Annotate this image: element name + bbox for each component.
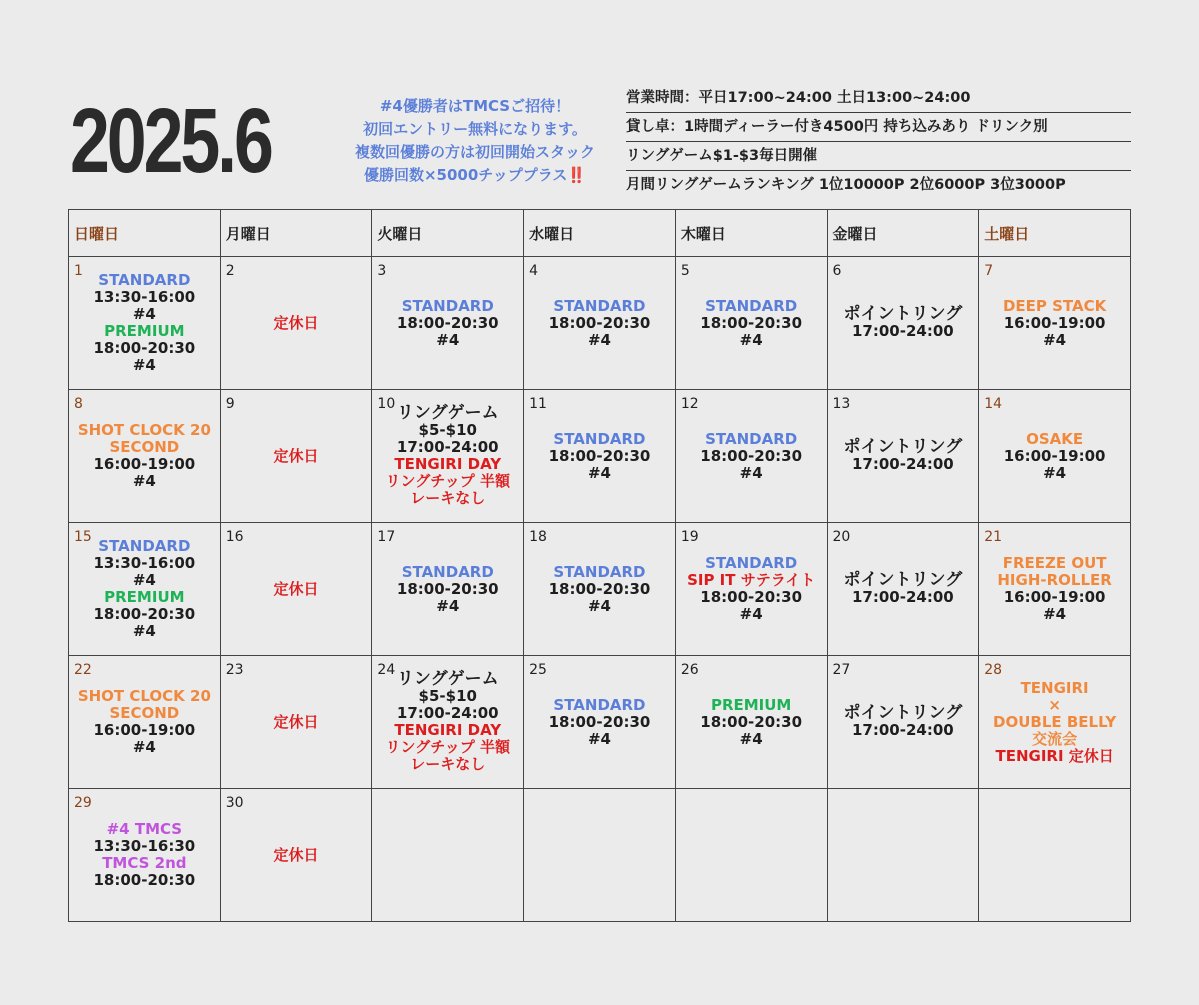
day-number: 6 <box>832 263 842 279</box>
store-info <box>626 84 1131 199</box>
calendar-week-row <box>69 390 1131 523</box>
event-line: OSAKE <box>1026 429 1084 448</box>
day-cell <box>372 257 524 390</box>
notice-line: 初回エントリー無料になります。 <box>363 120 587 138</box>
day-cell <box>220 257 372 390</box>
event-line: #4 <box>1043 330 1067 349</box>
event-line: #4 <box>132 738 156 756</box>
event-line: 16:00-19:00 <box>93 721 196 739</box>
day-number: 14 <box>984 396 1003 412</box>
event-line: ポイントリング <box>843 703 963 723</box>
event-line: FREEZE OUT <box>1002 554 1107 572</box>
event-line: #4 <box>436 330 460 349</box>
event-line: リングチップ 半額 <box>385 472 510 490</box>
day-cell <box>979 656 1131 789</box>
day-number: 28 <box>984 662 1003 678</box>
event-line: $5-$10 <box>418 687 477 705</box>
day-number: 16 <box>225 529 244 545</box>
event-line: STANDARD <box>553 296 646 315</box>
event-line: PREMIUM <box>104 588 185 606</box>
event-line: STANDARD <box>553 429 646 448</box>
event-line: #4 <box>587 729 611 748</box>
day-cell <box>69 656 221 789</box>
event-list <box>221 847 372 864</box>
event-line: TENGIRI <box>1020 678 1089 697</box>
event-line: #4 <box>587 330 611 349</box>
event-line: 18:00-20:30 <box>548 579 651 598</box>
event-line: 定休日 <box>273 579 319 598</box>
day-cell <box>675 523 827 656</box>
event-line: 18:00-20:30 <box>396 313 499 332</box>
day-number: 1 <box>74 263 83 279</box>
event-line: 17:00-24:00 <box>396 438 499 456</box>
event-line: STANDARD <box>705 429 798 448</box>
notice-bonus-text: 優勝回数×5000チッププラス <box>363 166 568 184</box>
event-list <box>221 315 372 332</box>
event-list <box>979 298 1130 349</box>
day-cell <box>827 257 979 390</box>
event-line: 18:00-20:30 <box>700 446 803 465</box>
event-line: SIP IT サテライト <box>687 571 816 589</box>
event-line: SHOT CLOCK 20 <box>77 687 211 705</box>
day-cell <box>827 390 979 523</box>
day-cell <box>675 257 827 390</box>
event-line: 18:00-20:30 <box>548 712 651 731</box>
event-line: ポイントリング <box>843 304 963 324</box>
event-line: ポイントリング <box>843 437 963 457</box>
event-line: #4 <box>739 605 763 623</box>
event-line: リングチップ 半額 <box>385 738 510 756</box>
day-number: 20 <box>832 529 851 545</box>
event-line: 定休日 <box>273 845 319 864</box>
event-list <box>69 821 220 889</box>
event-line: #4 <box>436 596 460 615</box>
day-number: 12 <box>680 396 699 412</box>
table-rental: 貸し卓：1時間ディーラー付き4500円 持ち込みあり ドリンク別 <box>626 113 1131 142</box>
day-number: 8 <box>74 396 83 412</box>
event-line: 13:30-16:00 <box>93 554 196 572</box>
day-number: 2 <box>225 263 235 279</box>
event-line: 交流会 <box>1032 729 1078 748</box>
day-cell <box>979 523 1131 656</box>
event-line: #4 <box>739 729 763 748</box>
event-line: #4 TMCS <box>106 820 183 838</box>
day-number: 18 <box>529 529 547 545</box>
event-line: × <box>1048 695 1061 714</box>
day-number: 13 <box>832 396 851 412</box>
event-list <box>676 298 827 349</box>
event-line: 18:00-20:30 <box>93 605 196 623</box>
event-line: 17:00-24:00 <box>396 704 499 722</box>
event-list <box>69 272 220 374</box>
day-cell <box>675 390 827 523</box>
event-line: TENGIRI DAY <box>394 721 502 739</box>
event-line: TMCS 2nd <box>102 854 187 872</box>
event-list <box>372 564 523 615</box>
day-cell <box>220 390 372 523</box>
event-line: 18:00-20:30 <box>396 579 499 598</box>
event-list <box>69 422 220 490</box>
day-cell <box>372 656 524 789</box>
event-line: 17:00-24:00 <box>852 455 954 473</box>
event-line: STANDARD <box>553 562 646 581</box>
event-list <box>979 431 1130 482</box>
event-line: #4 <box>587 596 611 615</box>
day-number: 30 <box>225 795 244 811</box>
event-line: 13:30-16:00 <box>93 288 196 306</box>
event-list <box>372 298 523 349</box>
event-line: #4 <box>739 330 763 349</box>
event-line: 定休日 <box>273 313 319 332</box>
event-line: #4 <box>1043 605 1067 623</box>
day-cell <box>979 390 1131 523</box>
empty-day-cell <box>675 789 827 922</box>
day-number: 7 <box>984 263 994 279</box>
day-cell <box>69 523 221 656</box>
event-line: 16:00-19:00 <box>1003 588 1106 606</box>
empty-day-cell <box>979 789 1131 922</box>
day-number: 17 <box>377 529 396 545</box>
event-line: 定休日 <box>273 446 319 465</box>
day-number: 22 <box>74 662 92 678</box>
event-list <box>524 298 675 349</box>
weekday-header-saturday: 土曜日 <box>979 210 1131 257</box>
event-line: 定休日 <box>273 712 319 731</box>
day-cell <box>220 523 372 656</box>
day-cell <box>524 257 676 390</box>
event-list <box>979 555 1130 623</box>
event-line: #4 <box>132 472 156 490</box>
event-list <box>372 405 523 507</box>
day-number: 26 <box>680 662 699 678</box>
event-line: 18:00-20:30 <box>700 712 803 731</box>
day-number: 9 <box>225 396 235 412</box>
event-line: #4 <box>587 463 611 482</box>
event-line: #4 <box>132 305 156 323</box>
weekday-header-tuesday: 火曜日 <box>372 210 524 257</box>
day-cell <box>220 789 372 922</box>
weekday-header-friday: 金曜日 <box>827 210 979 257</box>
event-line: 18:00-20:30 <box>700 313 803 332</box>
event-list <box>69 688 220 756</box>
event-line: DEEP STACK <box>1002 296 1107 315</box>
day-number: 24 <box>377 662 396 678</box>
day-number: 25 <box>529 662 547 678</box>
event-line: STANDARD <box>401 296 494 315</box>
empty-day-cell <box>524 789 676 922</box>
event-line: STANDARD <box>401 562 494 581</box>
empty-day-cell <box>372 789 524 922</box>
event-line: #4 <box>132 356 156 374</box>
event-list <box>524 697 675 748</box>
day-cell <box>69 789 221 922</box>
day-cell <box>979 257 1131 390</box>
day-number: 27 <box>832 662 851 678</box>
calendar-grid <box>68 209 1131 922</box>
calendar-week-row <box>69 656 1131 789</box>
event-list <box>828 439 979 473</box>
weekday-header-thursday: 木曜日 <box>675 210 827 257</box>
ring-game-ranking: 月間リングゲームランキング 1位10000P 2位6000P 3位3000P <box>626 177 1066 193</box>
event-line: 18:00-20:30 <box>93 339 196 357</box>
event-line: STANDARD <box>553 695 646 714</box>
event-line: #4 <box>1043 463 1067 482</box>
day-number: 11 <box>529 396 547 412</box>
day-number: 21 <box>984 529 1003 545</box>
event-line: 17:00-24:00 <box>852 588 954 606</box>
empty-day-cell <box>827 789 979 922</box>
event-list <box>372 671 523 773</box>
event-list <box>69 538 220 640</box>
event-line: #4 <box>132 622 156 640</box>
event-line: リングゲーム <box>396 669 499 689</box>
calendar-body <box>69 257 1131 922</box>
notice-line <box>330 164 620 187</box>
calendar-week-row <box>69 789 1131 922</box>
event-line: 16:00-19:00 <box>1003 313 1106 332</box>
weekday-header-wednesday: 水曜日 <box>524 210 676 257</box>
day-number: 10 <box>377 396 396 412</box>
event-line: SECOND <box>109 704 180 722</box>
event-line: STANDARD <box>705 296 798 315</box>
event-line: 18:00-20:30 <box>548 446 651 465</box>
day-cell <box>524 390 676 523</box>
day-number: 3 <box>377 263 387 279</box>
event-line: DOUBLE BELLY <box>993 712 1117 731</box>
event-line: 17:00-24:00 <box>852 322 954 340</box>
event-line: ポイントリング <box>843 570 963 590</box>
month-title: 2025.6 <box>70 90 271 192</box>
event-line: SECOND <box>109 438 180 456</box>
exclamation-icon: ‼️ <box>567 166 587 184</box>
event-line: $5-$10 <box>418 421 477 439</box>
day-cell <box>69 390 221 523</box>
day-number: 29 <box>74 795 92 811</box>
event-line: 16:00-19:00 <box>1003 446 1106 465</box>
day-cell <box>524 656 676 789</box>
event-list <box>828 306 979 340</box>
day-number: 15 <box>74 529 92 545</box>
day-cell <box>372 390 524 523</box>
event-line: PREMIUM <box>104 322 185 340</box>
event-list <box>221 714 372 731</box>
event-list <box>828 705 979 739</box>
event-line: SHOT CLOCK 20 <box>77 421 211 439</box>
event-line: TENGIRI 定休日 <box>995 746 1114 765</box>
ring-game-daily: リングゲーム$1-$3毎日開催 <box>626 142 1131 171</box>
notice-line: #4優勝者はTMCSご招待！ <box>379 97 571 115</box>
day-cell <box>372 523 524 656</box>
day-number: 23 <box>225 662 244 678</box>
event-line: 18:00-20:30 <box>93 871 196 889</box>
event-line: PREMIUM <box>710 695 792 714</box>
event-list <box>221 448 372 465</box>
event-line: レーキなし <box>410 489 486 507</box>
tournament-notice <box>330 95 620 187</box>
weekday-header-row <box>69 210 1131 257</box>
day-cell <box>827 656 979 789</box>
weekday-header-monday: 月曜日 <box>220 210 372 257</box>
event-line: レーキなし <box>410 755 486 773</box>
event-list <box>221 581 372 598</box>
event-line: TENGIRI DAY <box>394 455 502 473</box>
event-line: #4 <box>739 463 763 482</box>
event-line: STANDARD <box>705 554 798 572</box>
day-cell <box>675 656 827 789</box>
notice-line: 複数回優勝の方は初回開始スタック <box>354 143 595 161</box>
event-line: 17:00-24:00 <box>852 721 954 739</box>
day-cell <box>827 523 979 656</box>
event-list <box>676 697 827 748</box>
event-line: 18:00-20:30 <box>700 588 803 606</box>
event-line: #4 <box>132 571 156 589</box>
day-number: 4 <box>529 263 539 279</box>
business-hours: 営業時間：平日17:00~24:00 土日13:00~24:00 <box>626 84 1131 113</box>
day-cell <box>69 257 221 390</box>
event-list <box>676 431 827 482</box>
day-cell <box>524 523 676 656</box>
event-list <box>676 555 827 623</box>
weekday-header-sunday: 日曜日 <box>69 210 221 257</box>
day-cell <box>220 656 372 789</box>
event-line: HIGH-ROLLER <box>997 571 1112 589</box>
event-line: 16:00-19:00 <box>93 455 196 473</box>
event-line: STANDARD <box>98 537 191 555</box>
event-list <box>524 564 675 615</box>
calendar-week-row <box>69 523 1131 656</box>
day-number: 19 <box>680 529 699 545</box>
event-list <box>979 680 1130 765</box>
event-list <box>524 431 675 482</box>
event-line: STANDARD <box>98 271 191 289</box>
event-line: 13:30-16:30 <box>93 837 196 855</box>
event-line: リングゲーム <box>396 403 499 423</box>
day-number: 5 <box>680 263 690 279</box>
event-line: 18:00-20:30 <box>548 313 651 332</box>
calendar-week-row <box>69 257 1131 390</box>
event-list <box>828 572 979 606</box>
